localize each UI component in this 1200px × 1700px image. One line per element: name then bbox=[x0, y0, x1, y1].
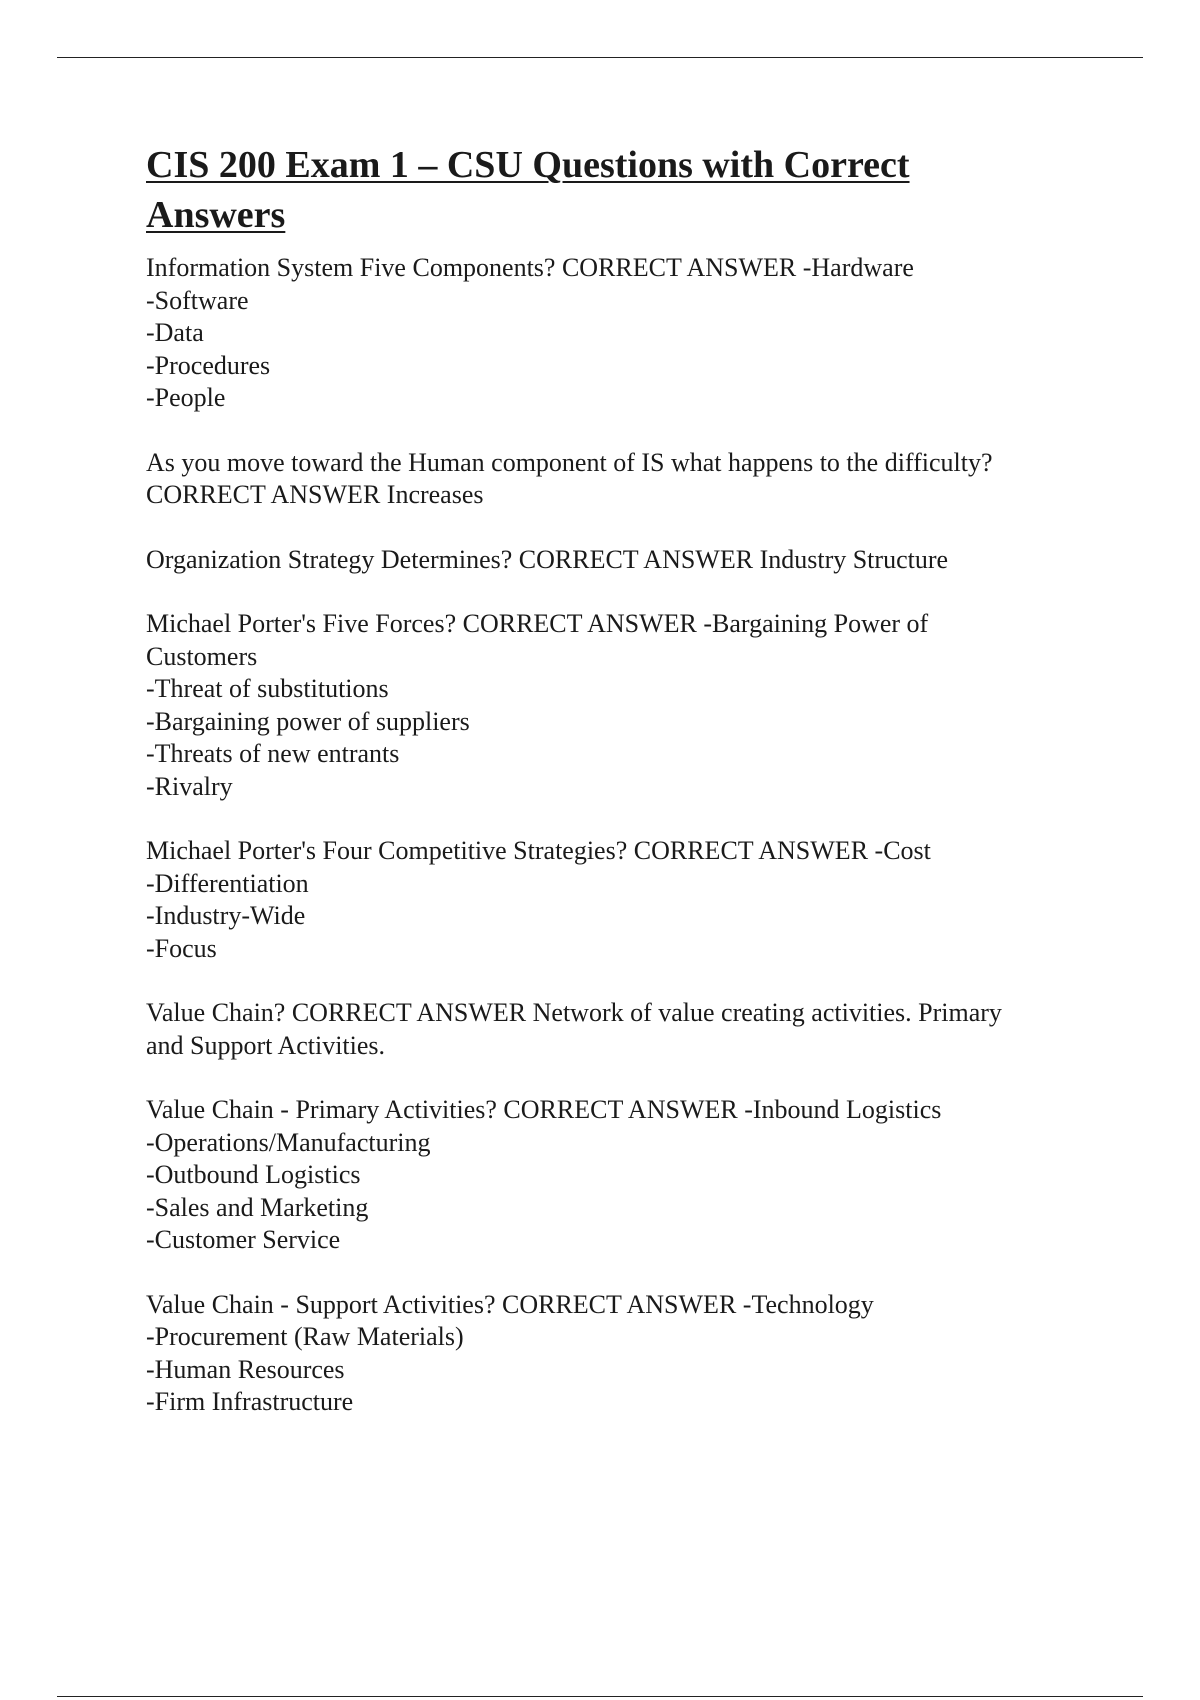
qa-line: -Firm Infrastructure bbox=[146, 1387, 354, 1416]
qa-line: Information System Five Components? CORRECT ANSWER -Hardware bbox=[146, 253, 914, 282]
document-title: CIS 200 Exam 1 – CSU Questions with Correct Answers bbox=[146, 144, 910, 236]
qa-text bbox=[146, 447, 1106, 512]
qa-list bbox=[146, 252, 1106, 1419]
qa-line: Value Chain - Support Activities? CORRECT ANSWER -Technology bbox=[146, 1289, 874, 1319]
qa-line: CORRECT ANSWER Increases bbox=[146, 480, 484, 509]
qa-text bbox=[146, 835, 1106, 965]
qa-line: -Human Resources bbox=[146, 1354, 345, 1384]
qa-line: Organization Strategy Determines? CORRECT ANSWER Industry Structure bbox=[146, 544, 949, 574]
qa-line: Customers bbox=[146, 641, 258, 671]
qa-line: Michael Porter's Four Competitive Strategies? CORRECT ANSWER -Cost bbox=[146, 836, 931, 865]
qa-line: Value Chain - Primary Activities? CORRECT ANSWER -Inbound Logistics bbox=[146, 1095, 942, 1124]
qa-line: -Threat of substitutions bbox=[146, 674, 389, 703]
header-rule bbox=[57, 57, 1143, 58]
qa-line: -Procurement (Raw Materials) bbox=[146, 1322, 464, 1351]
qa-line: As you move toward the Human component of IS what happens to the difficulty? bbox=[146, 447, 993, 477]
qa-line: -People bbox=[146, 383, 226, 412]
qa-item bbox=[146, 447, 1106, 512]
qa-item bbox=[146, 1094, 1106, 1257]
qa-item bbox=[146, 1289, 1106, 1419]
qa-text bbox=[146, 544, 1106, 577]
qa-text bbox=[146, 1289, 1106, 1419]
qa-line: -Bargaining power of suppliers bbox=[146, 706, 470, 736]
qa-line: -Industry-Wide bbox=[146, 901, 306, 930]
qa-line: -Threats of new entrants bbox=[146, 739, 400, 768]
qa-line: -Operations/Manufacturing bbox=[146, 1127, 431, 1157]
qa-item bbox=[146, 835, 1106, 965]
qa-line: Michael Porter's Five Forces? CORRECT ANSWER -Bargaining Power of bbox=[146, 609, 929, 638]
qa-line: -Data bbox=[146, 318, 204, 347]
qa-item bbox=[146, 608, 1106, 803]
qa-line: -Outbound Logistics bbox=[146, 1160, 361, 1189]
qa-item bbox=[146, 997, 1106, 1062]
qa-line: -Procedures bbox=[146, 350, 271, 380]
document-body bbox=[146, 140, 1106, 1451]
qa-line: -Rivalry bbox=[146, 771, 233, 801]
qa-line: -Differentiation bbox=[146, 868, 309, 898]
footer-rule bbox=[57, 1696, 1143, 1697]
qa-item bbox=[146, 252, 1106, 415]
qa-item bbox=[146, 544, 1106, 577]
qa-text bbox=[146, 1094, 1106, 1257]
qa-line: -Software bbox=[146, 285, 249, 315]
qa-text bbox=[146, 252, 1106, 415]
qa-line: -Customer Service bbox=[146, 1225, 341, 1254]
qa-line: and Support Activities. bbox=[146, 1030, 386, 1060]
qa-line: -Focus bbox=[146, 933, 217, 963]
qa-line: -Sales and Marketing bbox=[146, 1192, 369, 1222]
qa-line: Value Chain? CORRECT ANSWER Network of value creating activities. Primary bbox=[146, 998, 1002, 1027]
qa-text bbox=[146, 608, 1106, 803]
qa-text bbox=[146, 997, 1106, 1062]
